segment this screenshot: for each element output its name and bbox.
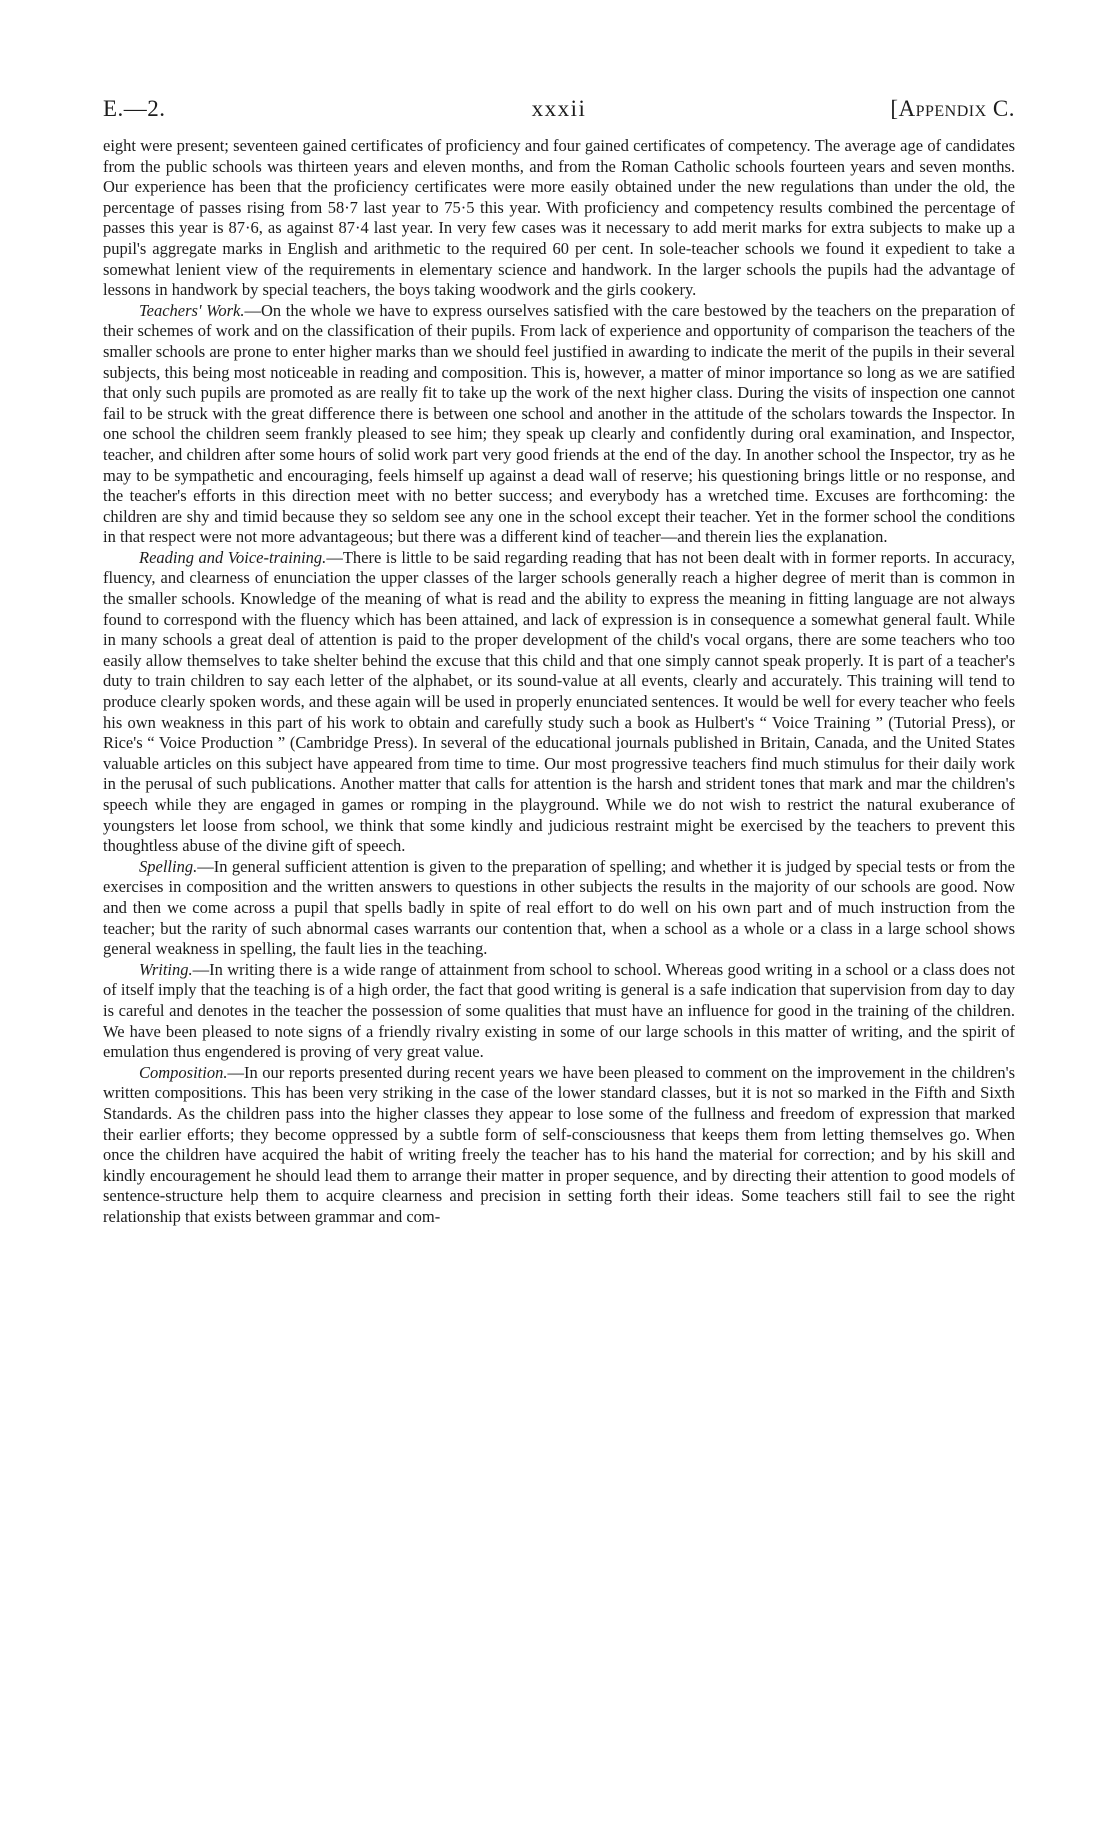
run-in-heading: Teachers' Work. (139, 300, 245, 320)
run-in-heading: Spelling. (139, 856, 198, 876)
paragraph-examination-results (103, 136, 1015, 301)
paragraph-text: eight were present; seventeen gained certificates of proficiency and four gained certificates of competency. The average age of candidates from the public schools was thirteen years and eleven months, and from the Roman Catholic schools fourteen years and seven months. Our experience has been that the proficiency certificates were more easily obtained under the new regulations than under the old, the percentage of passes rising from 58·7 last year to 75·5 this year. With proficiency and competency results combined the percentage of passes this year is 87·6, as against 87·4 last year. In very few cases was it necessary to add merit marks for extra subjects to make up a pupil's aggregate marks in English and arithmetic to the required 60 per cent. In sole-teacher schools we found it expedient to take a somewhat lenient view of the requirements in elementary science and handwork. In the larger schools the pupils had the advantage of lessons in handwork by special teachers, the boys taking woodwork and the girls cookery. (103, 136, 1015, 300)
paragraph-text: —There is little to be said regarding reading that has not been dealt with in former reports. In accuracy, fluency, and clearness of enunciation the upper classes of the larger schools generally reach a higher degree of merit than is common in the smaller schools. Knowledge of the meaning of what is read and the ability to express the meaning in fitting language are not always found to correspond with the fluency which has been attained, and lack of expression is in consequence a somewhat general fault. While in many schools a great deal of attention is paid to the proper development of the child's vocal organs, there are some teachers who too easily allow themselves to take shelter behind the excuse that this child and that one simply cannot speak properly. It is part of a teacher's duty to train children to say each letter of the alphabet, or its sound-value at all events, clearly and accurately. This training will tend to produce clearly spoken words, and these again will be used in properly enunciated sentences. It would be well for every teacher who feels his own weakness in this part of his work to obtain and carefully study such a book as Hulbert's “ Voice Training ” (Tutorial Press), or Rice's “ Voice Production ” (Cambridge Press). In several of the educational journals published in Britain, Canada, and the United States valuable articles on this subject have appeared from time to time. Our most progressive teachers find much stimulus for their daily work in the perusal of such publications. Another matter that calls for attention is the harsh and strident tones that mark and mar the children's speech while they are engaged in games or romping in the playground. While we do not wish to restrict the natural exuberance of youngsters let loose from school, we think that some kindly and judicious restraint might be exercised by the teachers to prevent this thoughtless abuse of the divine gift of speech. (103, 547, 1015, 856)
report-body (103, 136, 1015, 1227)
paragraph-writing (103, 960, 1015, 1063)
page-header (103, 96, 1015, 126)
paragraph-text: —In writing there is a wide range of attainment from school to school. Whereas good writing in a school or a class does not of itself imply that the teaching is of a high order, the fact that good writing is general is a safe indication that supervision from day to day is careful and denotes in the teacher the possession of some qualities that must have an influence for good in the training of the children. We have been pleased to note signs of a friendly rivalry existing in some of our large schools in this matter of writing, and the spirit of emulation thus engendered is proving of very great value. (103, 959, 1015, 1062)
appendix-label: [Appendix C. (890, 96, 1015, 121)
paragraph-text: —In general sufficient attention is given to the preparation of spelling; and whether it is judged by special tests or from the exercises in composition and the written answers to questions in other subjects the results in the majority of our schools are good. Now and then we come across a pupil that spells badly in spite of real effort to do well on his own part and of much instruction from the teacher; but the rarity of such abnormal cases warrants our contention that, when a school as a whole or a class in a large school shows general weakness in spelling, the fault lies in the teaching. (103, 856, 1015, 959)
paragraph-reading-voice-training (103, 548, 1015, 857)
paragraph-composition (103, 1063, 1015, 1228)
paragraph-teachers-work (103, 301, 1015, 548)
page-number: xxxii (531, 96, 587, 121)
paragraph-text: —On the whole we have to express ourselves satisfied with the care bestowed by the teachers on the preparation of their schemes of work and on the classification of their pupils. From lack of experience and opportunity of comparison the teachers of the smaller schools are prone to enter higher marks than we should feel justified in awarding to indicate the merit of the pupils in their several subjects, this being most noticeable in reading and composition. This is, however, a matter of minor importance so long as we are satified that only such pupils are promoted as are really fit to take up the work of the next higher class. During the visits of inspection one cannot fail to be struck with the great difference there is between one school and another in the attitude of the scholars towards the Inspector. In one school the children seem frankly pleased to see him; they speak up clearly and confidently during oral examination, and Inspector, teacher, and children after some hours of solid work part very good friends at the end of the day. In another school the Inspector, try as he may to be sympathetic and encouraging, feels himself up against a dead wall of reserve; his questioning brings little or no response, and the teacher's efforts in this direction meet with no better success; and everybody has a wretched time. Excuses are forthcoming: the children are shy and timid because they so seldom see any one in the school except their teacher. Yet in the former school the conditions in that respect were not more advantageous; but there was a different kind of teacher—and therein lies the explanation. (103, 300, 1015, 547)
document-page (103, 96, 1015, 1227)
run-in-heading: Writing. (139, 959, 193, 979)
paragraph-text: —In our reports presented during recent years we have been pleased to comment on the improvement in the children's written compositions. This has been very striking in the case of the lower standard classes, but it is not so marked in the Fifth and Sixth Standards. As the children pass into the higher classes they appear to lose some of the fullness and freedom of expression that marked their earlier efforts; they become oppressed by a subtle form of self-consciousness that keeps them from letting themselves go. When once the children have acquired the habit of writing freely the teacher has to his hand the material for correction; and by his skill and kindly encouragement he should lead them to arrange their matter in proper sequence, and by directing their attention to good models of sentence-structure help them to acquire clearness and precision in setting forth their ideas. Some teachers still fail to see the right relationship that exists between grammar and com- (103, 1062, 1015, 1226)
paragraph-spelling (103, 857, 1015, 960)
report-reference: E.—2. (103, 96, 166, 121)
run-in-heading: Reading and Voice-training. (139, 547, 327, 567)
run-in-heading: Composition. (139, 1062, 228, 1082)
